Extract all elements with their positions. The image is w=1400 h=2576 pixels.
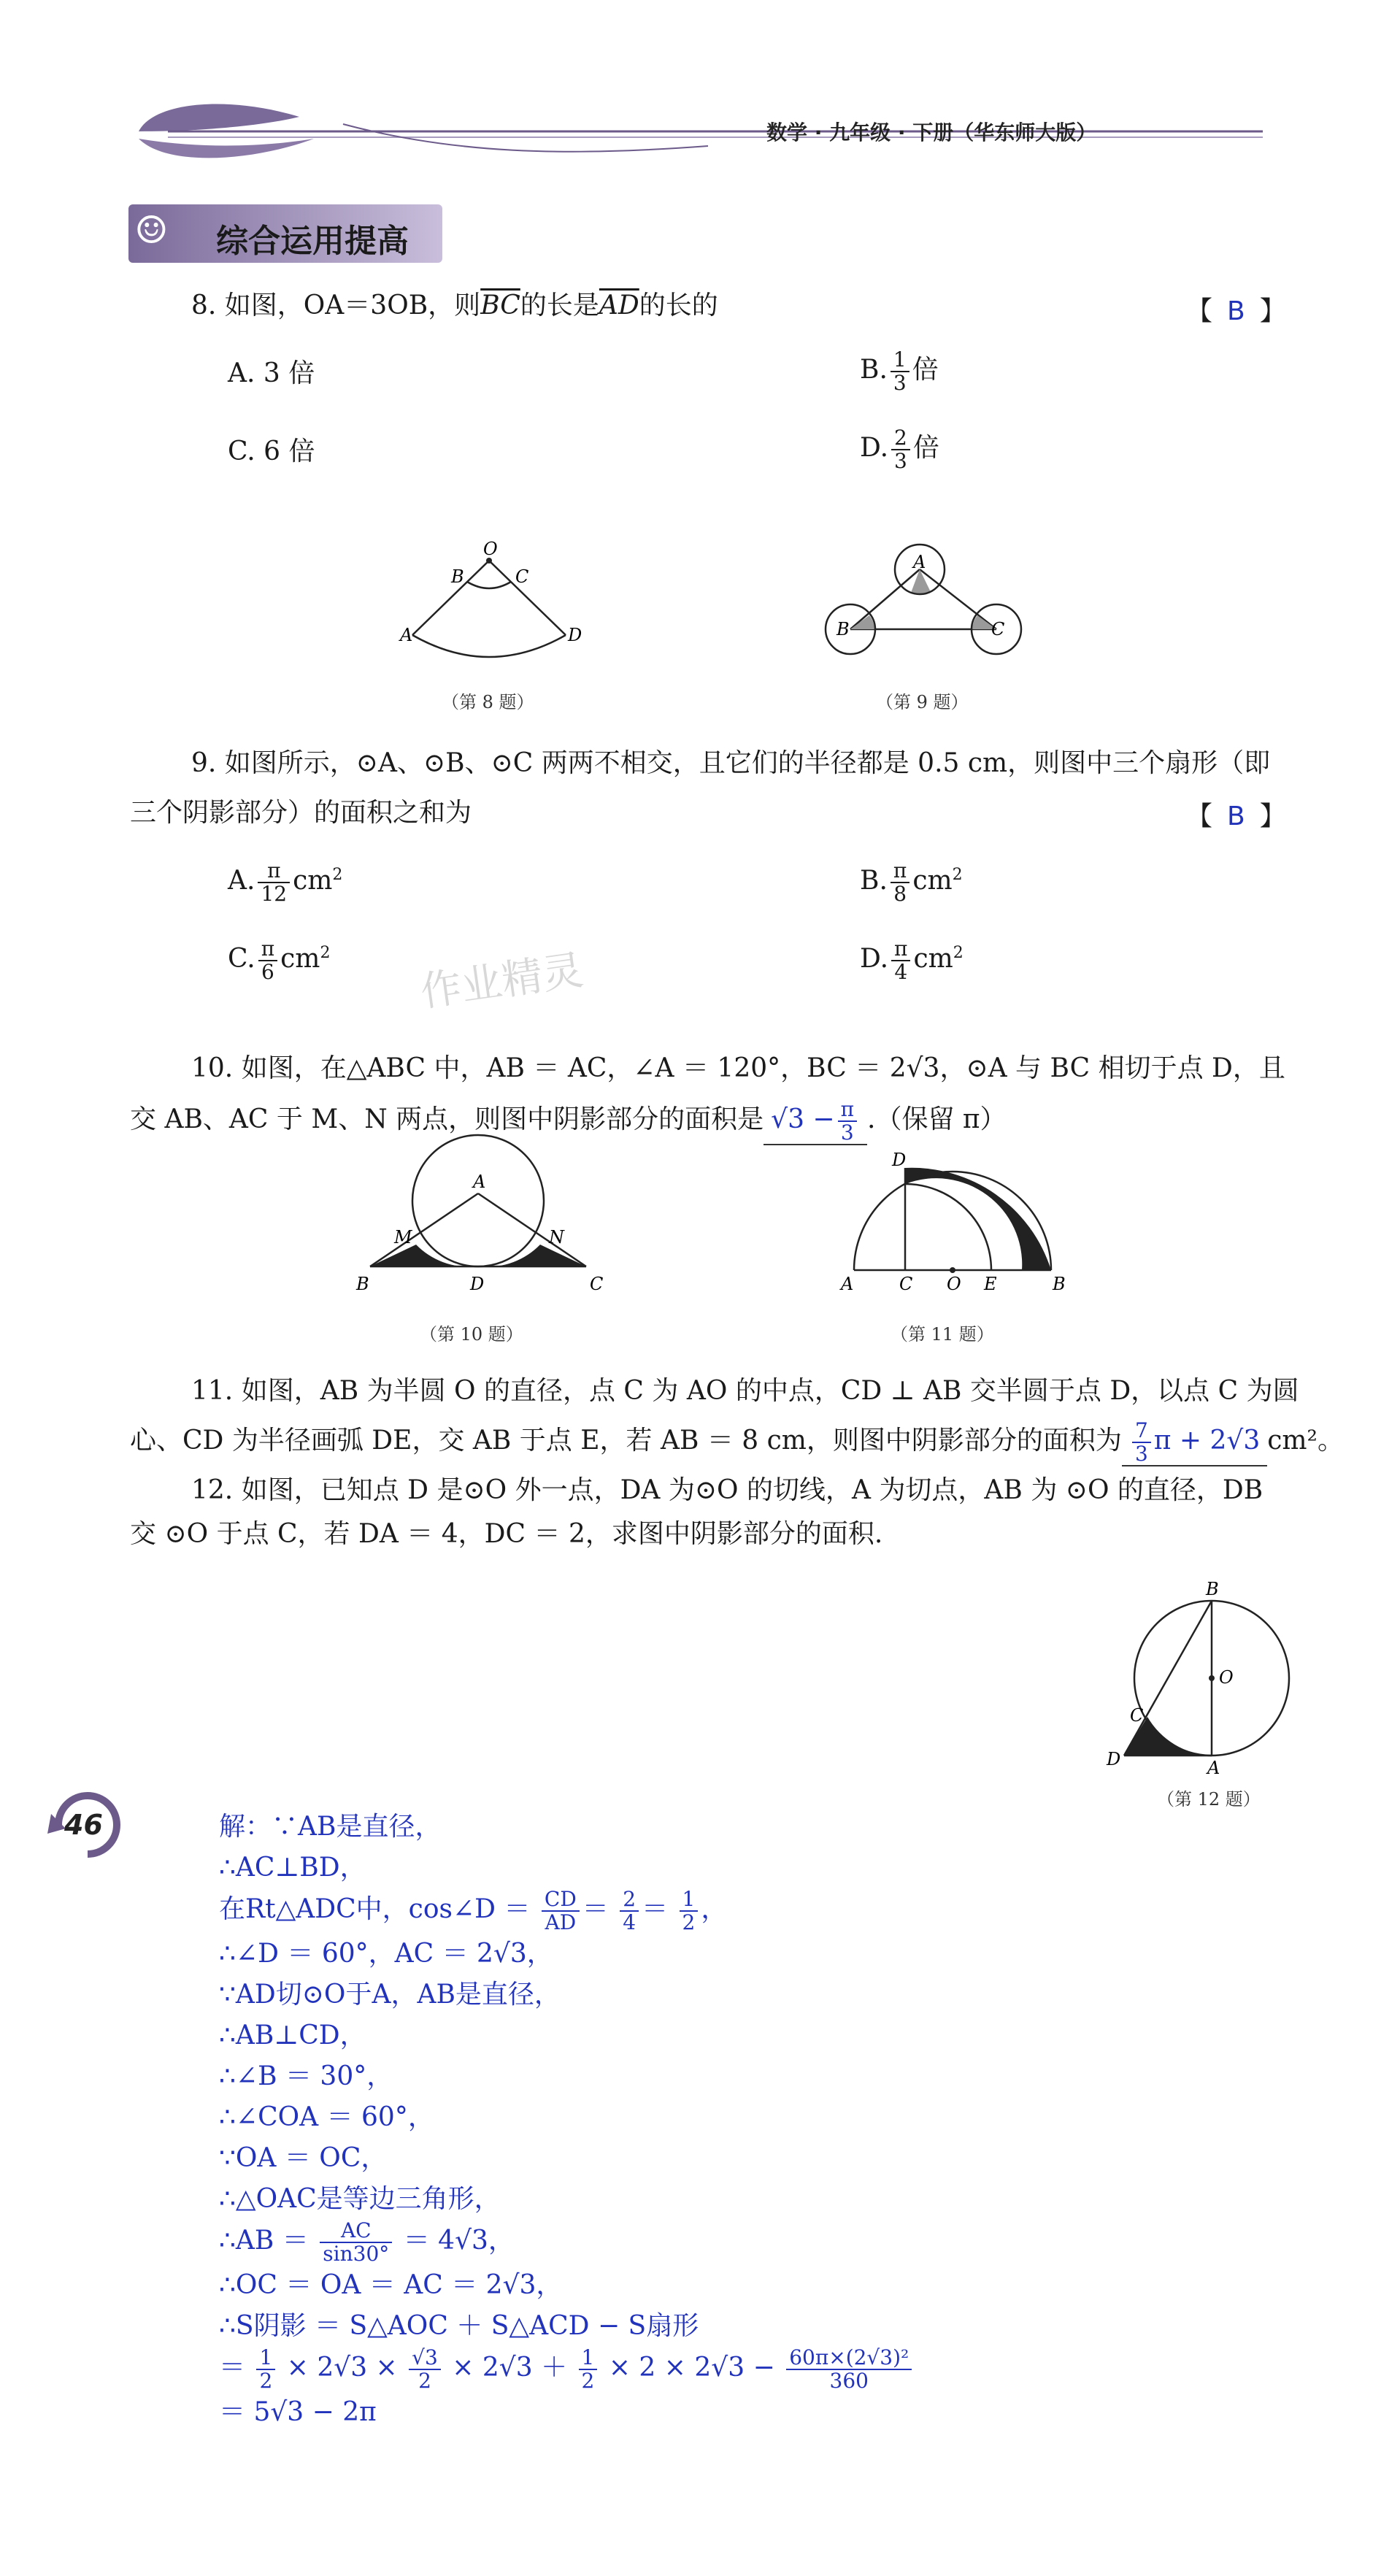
mascot-icon: ☺ (134, 209, 169, 253)
q9-option-c: C. $\frac{\pi}{6}$ $cm^2$ (228, 937, 331, 984)
q8-option-d: D. $\frac{2}{3}$ 倍 (860, 426, 939, 473)
q11-line1: 11. 如图，AB 为半圆 O 的直径，点 C 为 AO 的中点，CD ⊥ AB 交半圆于点 D，以点 C 为圆 (191, 1376, 1299, 1406)
q9-answer: B (1227, 801, 1245, 831)
fig9-label-a: A (913, 552, 926, 572)
sol-line-15: ＝ 5√3 − 2π (219, 2397, 377, 2427)
figure-12 (1095, 1562, 1314, 1774)
fig9-label-c: C (991, 619, 1005, 639)
sol-line-1: 解：∵AB是直径， (219, 1812, 442, 1842)
q9-option-a: A. $\frac{\pi}{12}$ $cm^2$ (228, 858, 343, 906)
figure-10 (343, 1128, 620, 1303)
q8-stem: 8. 如图，OA＝3OB，则$\overline{BC}$的长是$\overline{AD}$的长的 (191, 291, 718, 320)
fig10-label-b: B (356, 1274, 369, 1294)
fig10-label-n: N (549, 1227, 564, 1247)
fig10-label-d: D (470, 1274, 485, 1294)
sol-line-7: ∴∠B ＝ 30°， (219, 2061, 393, 2091)
q9-answer-bracket: 【 B 】 (1186, 801, 1286, 831)
figure-9-caption: （第 9 题） (876, 692, 969, 712)
q9-option-d: D. $\frac{\pi}{4}$ $cm^2$ (860, 937, 964, 984)
q8-option-b: B. $\frac{1}{3}$ 倍 (860, 347, 939, 395)
fig11-label-c: C (899, 1274, 913, 1294)
q9-option-b: B. $\frac{\pi}{8}$ $cm^2$ (860, 858, 963, 906)
sol-line-3: 在Rt△ADC中，cos∠D ＝ $\frac{CD}{AD}$ ＝ $\frac{2}{4}$ ＝ $\frac{1}{2}$ ， (219, 1887, 728, 1934)
sol-line-5: ∵AD切⊙O于A，AB是直径， (219, 1980, 561, 2010)
sol-line-2: ∴AC⊥BD， (219, 1853, 366, 1883)
sol-line-11: ∴AB ＝ $\frac{AC}{\sin 30^\circ}$ ＝ 4√3， (219, 2218, 515, 2266)
q10-line2: 交 AB、AC 于 M、N 两点，则图中阴影部分的面积是 √3 − $\frac{\pi}{3}$ .（保留 π） (130, 1097, 1007, 1145)
q12-line1: 12. 如图，已知点 D 是⊙O 外一点，DA 为⊙O 的切线，A 为切点，AB 为 ⊙O 的直径，DB (191, 1475, 1264, 1505)
sol-line-10: ∴△OAC是等边三角形， (219, 2184, 501, 2214)
q9-line1: 9. 如图所示，⊙A、⊙B、⊙C 两两不相交，且它们的半径都是 0.5 cm，则图中三个扇形（即 (191, 748, 1271, 778)
q8-option-c: C. 6 倍 (228, 437, 315, 466)
fig11-label-o: O (947, 1274, 961, 1294)
sol-line-4: ∴∠D ＝ 60°，AC ＝ 2√3， (219, 1939, 553, 1969)
fig12-label-b: B (1206, 1579, 1219, 1599)
figure-8 (394, 533, 584, 664)
fig10-label-a: A (473, 1172, 486, 1192)
fig11-label-a: A (841, 1274, 854, 1294)
fig8-label-o: O (483, 539, 498, 559)
fig8-label-a: A (400, 625, 413, 645)
fig8-label-d: D (568, 625, 582, 645)
figure-11-caption: （第 11 题） (891, 1324, 994, 1345)
sol-line-6: ∴AB⊥CD， (219, 2021, 366, 2050)
q8-answer-bracket: 【 B 】 (1186, 296, 1286, 326)
fig10-label-m: M (394, 1227, 412, 1247)
fig11-label-e: E (984, 1274, 997, 1294)
figure-12-caption: （第 12 题） (1157, 1789, 1261, 1810)
book-title: 数学 · 九年级 · 下册（华东师大版） (766, 120, 1097, 145)
figure-9 (818, 540, 1036, 664)
q10-answer: √3 − $\frac{\pi}{3}$ (764, 1099, 867, 1145)
fig12-label-a: A (1207, 1758, 1220, 1774)
fig8-label-b: B (451, 566, 464, 587)
figure-11 (832, 1150, 1080, 1296)
fig11-label-b: B (1053, 1274, 1066, 1294)
q11-answer: $\frac{7}{3}$ π + 2√3 (1122, 1420, 1267, 1466)
fig12-label-d: D (1107, 1749, 1121, 1769)
section-title: 综合运用提高 (216, 223, 409, 260)
watermark: 作业精灵 (418, 946, 587, 1017)
q9-line2: 三个阴影部分）的面积之和为 (130, 798, 472, 828)
fig10-label-c: C (590, 1274, 604, 1294)
sol-line-13: ∴S阴影 ＝ S△AOC ＋ S△ACD − S扇形 (219, 2311, 699, 2341)
sol-line-8: ∴∠COA ＝ 60°， (219, 2102, 434, 2132)
fig12-label-c: C (1130, 1705, 1144, 1726)
sol-line-12: ∴OC ＝ OA ＝ AC ＝ 2√3， (219, 2270, 563, 2300)
section-banner (128, 204, 442, 263)
q11-line2: 心、CD 为半径画弧 DE，交 AB 于点 E，若 AB ＝ 8 cm，则图中阴影部分的面积为 $\frac{7}{3}$ π + 2√3 cm²。 (130, 1418, 1344, 1466)
figure-10-caption: （第 10 题） (420, 1324, 523, 1345)
fig12-label-o: O (1219, 1667, 1234, 1688)
fig11-label-d: D (892, 1150, 907, 1170)
fig9-label-b: B (836, 619, 850, 639)
header-decoration (124, 88, 1292, 175)
q10-line1: 10. 如图，在△ABC 中，AB ＝ AC，∠A ＝ 120°，BC ＝ 2√3，⊙A 与 BC 相切于点 D，且 (191, 1053, 1285, 1083)
q12-line2: 交 ⊙O 于点 C，若 DA ＝ 4，DC ＝ 2，求图中阴影部分的面积. (130, 1519, 883, 1549)
figure-8-caption: （第 8 题） (442, 692, 534, 712)
fig8-label-c: C (515, 566, 529, 587)
solution-block (219, 1807, 915, 2433)
q8-answer: B (1227, 296, 1245, 326)
page-number: 46 (64, 1809, 103, 1841)
q8-option-a: A. 3 倍 (228, 358, 315, 388)
sol-line-9: ∵OA ＝ OC， (219, 2143, 388, 2173)
sol-line-14: ＝ $\frac{1}{2}$ × 2√3 × $\frac{√3}{2}$ × 2√3 ＋ $\frac{1}{2}$ × 2 × 2√3 − $\frac{\text{60π×(2√3)²}}{360}$ (219, 2347, 915, 2392)
